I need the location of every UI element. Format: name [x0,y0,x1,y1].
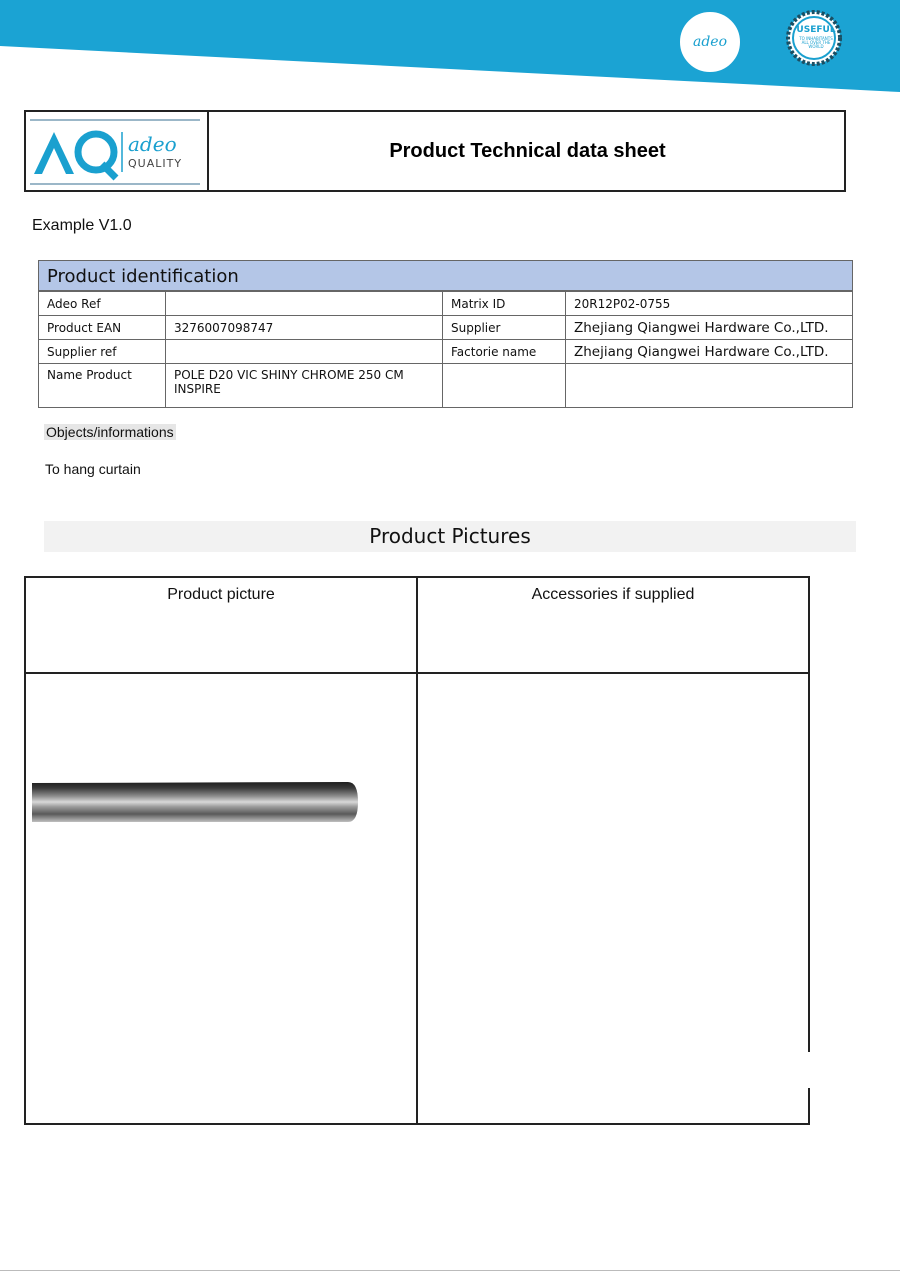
chrome-pole-image [32,780,360,824]
row-value-2: Zhejiang Qiangwei Hardware Co.,LTD. [566,340,853,364]
row-value: POLE D20 VIC SHINY CHROME 250 CM INSPIRE [166,364,443,408]
grid-border-gap [806,1052,812,1088]
row-value-2 [566,364,853,408]
row-label-2 [443,364,566,408]
row-label-2: Supplier [443,316,566,340]
accessories-header: Accessories if supplied [531,586,695,603]
row-label: Product EAN [39,316,166,340]
row-value [166,340,443,364]
row-value-2: Zhejiang Qiangwei Hardware Co.,LTD. [566,316,853,340]
grid-divider-horizontal [24,672,810,674]
bottom-rule [0,1270,900,1271]
identification-title: Product identification [38,260,853,291]
row-value-2: 20R12P02-0755 [566,292,853,316]
product-picture-header: Product picture [167,586,275,603]
useful-badge-title: USEFUL [796,25,836,35]
grid-divider-vertical [416,576,418,1125]
row-label: Supplier ref [39,340,166,364]
row-value [166,292,443,316]
table-row [39,340,853,364]
useful-badge-subtitle: TO INHABITANTS ALL OVER THE WORLD [799,36,833,49]
row-label-2: Factorie name [443,340,566,364]
version-label: Example V1.0 [32,217,132,234]
pictures-section-title: Product Pictures [44,521,856,552]
table-row [39,364,853,408]
identification-table [38,291,853,408]
adeo-circle-text: adeo [692,34,728,50]
row-label: Adeo Ref [39,292,166,316]
table-row [39,316,853,340]
adeo-circle-logo [680,12,740,72]
top-banner [0,0,900,100]
row-value: 3276007098747 [166,316,443,340]
objects-value: To hang curtain [45,461,141,477]
row-label: Name Product [39,364,166,408]
logo-brand-text: adeo [128,132,177,156]
table-row [39,292,853,316]
objects-label: Objects/informations [46,424,174,440]
page-title: Product Technical data sheet [389,140,666,162]
row-label-2: Matrix ID [443,292,566,316]
logo-quality-text: QUALITY [128,157,183,170]
